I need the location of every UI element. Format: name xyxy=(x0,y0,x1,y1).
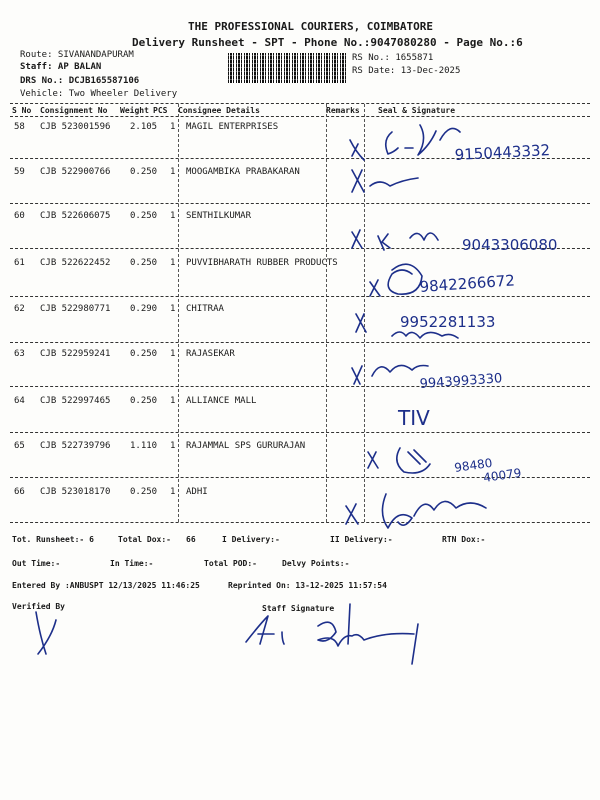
row-pcs: 1 xyxy=(170,487,176,497)
row-sno: 65 xyxy=(14,441,25,451)
row-sno: 63 xyxy=(14,349,25,359)
row-weight: 0.250 xyxy=(130,349,158,359)
row-sno: 60 xyxy=(14,211,25,221)
col-consignment: Consignment No xyxy=(40,106,108,115)
signature-63 xyxy=(352,365,428,384)
staff-signature xyxy=(246,604,418,664)
phone-60: 9043306080 xyxy=(462,236,558,254)
col-weight: Weight xyxy=(120,106,149,115)
phone-62: 9952281133 xyxy=(400,313,496,331)
row-pcs: 1 xyxy=(170,167,176,177)
row-pcs: 1 xyxy=(170,304,176,314)
total-dox-value: 66 xyxy=(186,535,196,544)
row-pcs: 1 xyxy=(170,122,176,132)
row-consignment: CJB 522739796 xyxy=(40,441,111,451)
verified-signature xyxy=(36,612,56,654)
row-sno: 61 xyxy=(14,258,25,268)
row-consignment: CJB 522980771 xyxy=(40,304,111,314)
row-consignee: RAJASEKAR xyxy=(186,349,235,359)
col-consignee: Consignee Details xyxy=(178,106,260,115)
row-consignment: CJB 522997465 xyxy=(40,396,111,406)
row-weight: 0.290 xyxy=(130,304,158,314)
row-consignment: CJB 523018170 xyxy=(40,487,111,497)
phone-65b: 40079 xyxy=(482,465,523,485)
row-sno: 64 xyxy=(14,396,25,406)
reprinted-on: Reprinted On: 13-12-2025 11:57:54 xyxy=(228,581,387,590)
row-consignment: CJB 523001596 xyxy=(40,122,111,132)
row-sno: 66 xyxy=(14,487,25,497)
col-sno: S No xyxy=(12,106,32,115)
signature-61 xyxy=(370,264,422,296)
signature-58 xyxy=(350,125,460,160)
phone-63: 9943993330 xyxy=(419,371,503,392)
entered-by: Entered By :ANBUSPT 12/13/2025 11:46:25 xyxy=(12,581,200,590)
row-pcs: 1 xyxy=(170,258,176,268)
ii-delivery: II Delivery:- xyxy=(330,535,393,544)
rtn-dox: RTN Dox:- xyxy=(442,535,486,544)
row-weight: 1.110 xyxy=(130,441,158,451)
phone-58: 9150443332 xyxy=(454,141,551,164)
runsheet-title: Delivery Runsheet - SPT - Phone No.:9047080280 - Page No.:6 xyxy=(132,36,523,49)
phone-61: 9842266672 xyxy=(419,271,516,296)
verified-by: Verified By xyxy=(12,602,65,611)
rs-date: RS Date: 13-Dec-2025 xyxy=(352,66,461,76)
company-name: THE PROFESSIONAL COURIERS, COIMBATORE xyxy=(188,20,434,33)
staff: Staff: AP BALAN xyxy=(20,62,102,72)
row-weight: 2.105 xyxy=(130,122,158,132)
rs-number: RS No.: 1655871 xyxy=(352,53,434,63)
row-consignment: CJB 522959241 xyxy=(40,349,111,359)
row-consignee: RAJAMMAL SPS GURURAJAN xyxy=(186,441,306,451)
row-sno: 62 xyxy=(14,304,25,314)
signature-60 xyxy=(352,230,438,250)
row-consignee: SENTHILKUMAR xyxy=(186,211,252,221)
row-sno: 58 xyxy=(14,122,25,132)
row-weight: 0.250 xyxy=(130,211,158,221)
phone-65a: 98480 xyxy=(453,455,494,475)
signature-66 xyxy=(346,494,486,528)
total-pod: Total POD:- xyxy=(204,559,257,568)
row-consignee: CHITRAA xyxy=(186,304,224,314)
row-consignee: MOOGAMBIKA PRABAKARAN xyxy=(186,167,300,177)
row-pcs: 1 xyxy=(170,396,176,406)
row-consignment: CJB 522900766 xyxy=(40,167,111,177)
row-sno: 59 xyxy=(14,167,25,177)
col-pcs: PCS xyxy=(153,106,168,115)
row-consignment: CJB 522622452 xyxy=(40,258,111,268)
row-consignee: PUVVIBHARATH RUBBER PRODUCTS xyxy=(186,258,338,268)
signature-65 xyxy=(368,448,430,473)
row-weight: 0.250 xyxy=(130,396,158,406)
row-pcs: 1 xyxy=(170,349,176,359)
drs-number: DRS No.: DCJB165587106 xyxy=(20,76,140,86)
row-pcs: 1 xyxy=(170,211,176,221)
row-consignee: MAGIL ENTERPRISES xyxy=(186,122,279,132)
signature-59 xyxy=(352,170,418,192)
row-pcs: 1 xyxy=(170,441,176,451)
staff-signature-label: Staff Signature xyxy=(262,604,335,613)
row-consignee: ALLIANCE MALL xyxy=(186,396,257,406)
out-time: Out Time:- xyxy=(12,559,61,568)
tiv-mark: TIV xyxy=(398,406,430,430)
row-weight: 0.250 xyxy=(130,487,158,497)
row-consignee: ADHI xyxy=(186,487,208,497)
i-delivery: I Delivery:- xyxy=(222,535,280,544)
tot-runsheet: Tot. Runsheet:- 6 xyxy=(12,535,94,544)
row-weight: 0.250 xyxy=(130,258,158,268)
row-weight: 0.250 xyxy=(130,167,158,177)
col-remarks: Remarks xyxy=(326,106,360,115)
in-time: In Time:- xyxy=(110,559,154,568)
delvy-points: Delvy Points:- xyxy=(282,559,350,568)
route: Route: SIVANANDAPURAM xyxy=(20,50,134,60)
vehicle: Vehicle: Two Wheeler Delivery xyxy=(20,89,178,99)
col-seal: Seal & Signature xyxy=(378,106,456,115)
row-consignment: CJB 522606075 xyxy=(40,211,111,221)
total-dox-label: Total Dox:- xyxy=(118,535,171,544)
